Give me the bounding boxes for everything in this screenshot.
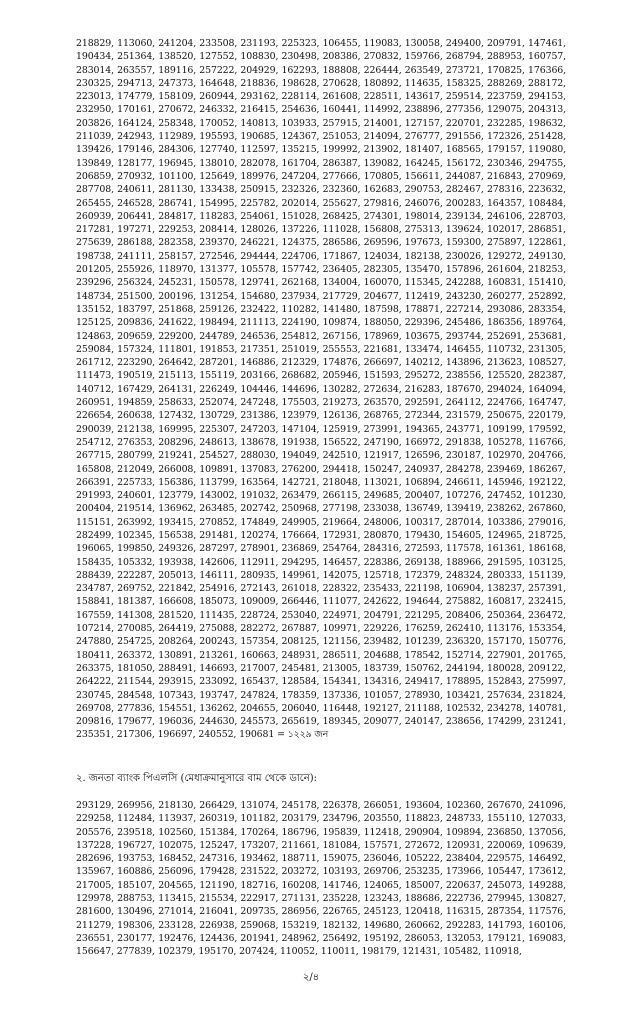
section1-roll-numbers: 218829, 113060, 241204, 233508, 231193, 225323, 106455, 119083, 130058, 249400, 209791, 147461, 190434, 251364, 138520, 127552, 108830, 230498, 208386, 270832, 159766, 268794, 288953, 160757, 283014, 263557, 189116, 257222, 204929, 162293, 188808, 226444, 263549, 273721, 170825, 176366, 230325, 294713, 247373, 164648, 218836, 198628, 270628, 180892, 114635, 158325, 288269, 288172, 223013, 174779, 158109, 260944, 293162, 228114, 261608, 228511, 143617, 259514, 223759, 294153, 232950, 170161, 270672, 246332, 216415, 254636, 160441, 114992, 238896, 277356, 129075, 204313, 203826, 164124, 258348, 170052, 140813, 103933, 257915, 214001, 127157, 220701, 232285, 198632, 211039, 242943, 112989, 195593, 190685, 124367, 251053, 214094, 276777, 291556, 172326, 251428, 139426, 179146, 284306, 127740, 112597, 135215, 199992, 213902, 181407, 168565, 179157, 119080, 139849, 128177, 196945, 138010, 282078, 161704, 286387, 139082, 164245, 156172, 230346, 294755, 206859, 270932, 101100, 125649, 189976, 247204, 277666, 170805, 156611, 244087, 216843, 270969, 287708, 240611, 281130, 133438, 250915, 232326, 232360, 162683, 290753, 282467, 278316, 223632, 265455, 246528, 286741, 154995, 225782, 202014, 255627, 279816, 246076, 200283, 164357, 108484, 260939, 206441, 284817, 118283, 254061, 151028, 268425, 274301, 198014, 239134, 246106, 228703, 217281, 197271, 229253, 208414, 128026, 137226, 111028, 156808, 275313, 139624, 102017, 286851, 275639, 286188, 282358, 239370, 246221, 124375, 286586, 269596, 197673, 159300, 275897, 122861, 198738, 241111, 258157, 272546, 294444, 224706, 171867, 124034, 182138, 230026, 129272, 249130, 201205, 255926, 118970, 131377, 105578, 157742, 236405, 282305, 135470, 157896, 261604, 218253, 239296, 256324, 245231, 150578, 129741, 262168, 134004, 160070, 115345, 242288, 160831, 151410, 148734, 251500, 200196, 131254, 154680, 237934, 217729, 204677, 112419, 243230, 260277, 252892, 135152, 183797, 251868, 259126, 232422, 110282, 141480, 187598, 178871, 227214, 293086, 283354, 125125, 209836, 241622, 198494, 211113, 224190, 109874, 188050, 229396, 245486, 186356, 189764, 124863, 209659, 229200, 244789, 246536, 254812, 267156, 178969, 103675, 293744, 252691, 253681, 259084, 157324, 111801, 191853, 217351, 251019, 255553, 221681, 133474, 146455, 110732, 231305, 261712, 223290, 264642, 287201, 146886, 212329, 174876, 266697, 140212, 143896, 213623, 108527, 111473, 190519, 215113, 155119, 203166, 268682, 205946, 151593, 295272, 238556, 125520, 282387, 140712, 167429, 264131, 226249, 104446, 144696, 130282, 272634, 216283, 187670, 294024, 164094, 260951, 194859, 258633, 252074, 247248, 175503, 219273, 263570, 292591, 264112, 224766, 164747, 226654, 260638, 127432, 130729, 231386, 123979, 126136, 268765, 272344, 231579, 250675, 220179, 290039, 212138, 169995, 225307, 247203, 147104, 125919, 273991, 194365, 243771, 109199, 179592, 254712, 276353, 208296, 248613, 138678, 191938, 156522, 247190, 166972, 291838, 105278, 116766, 267715, 280799, 219241, 254527, 288030, 194049, 242510, 121917, 126596, 230187, 102970, 204766, 165808, 212049, 266008, 109891, 137083, 276200, 294418, 150247, 240937, 284278, 239469, 186267, 266391, 225733, 156386, 113799, 163564, 142721, 218048, 113021, 106894, 246611, 145946, 192122, 291993, 240601, 123779, 143002, 191032, 263479, 266115, 249685, 200407, 107276, 247452, 101230, 200404, 219514, 136962, 263485, 202742, 250968, 277198, 233038, 136749, 139419, 238262, 267860, 115151, 263992, 193415, 270852, 174849, 249905, 219664, 248006, 100317, 287014, 103386, 279016, 282499, 102345, 156538, 291481, 120274, 176664, 172931, 280870, 179430, 154605, 124965, 218725, 196065, 199850, 249326, 287297, 278901, 236869, 254764, 284316, 272593, 117578, 161361, 186168, 158435, 105332, 193938, 142606, 112911, 294295, 146457, 228386, 269138, 188966, 291595, 103125, 288439, 222287, 205013, 146111, 280935, 149961, 142075, 125718, 172379, 248324, 280333, 151139, 234787, 269752, 221842, 254916, 272143, 261018, 228322, 235433, 221198, 106904, 138237, 257391, 158841, 181387, 166608, 185073, 109009, 266446, 111077, 242622, 194644, 275882, 160817, 232415, 167559, 141308, 281520, 111435, 228724, 253040, 224971, 204791, 221295, 208406, 250364, 236472, 107214, 270085, 264419, 275088, 282272, 267887, 109971, 229226, 176259, 262410, 113176, 153354, 247880, 254725, 208264, 200243, 157354, 208125, 121156, 239482, 101239, 236320, 157170, 150776, 180411, 263372, 130891, 213261, 160663, 248931, 286511, 204688, 178542, 152714, 227901, 201765, 263375, 181050, 288491, 146693, 217007, 245481, 213005, 183739, 150762, 244194, 180028, 209122, 264222, 211544, 293915, 233092, 165437, 128584, 154341, 134316, 249417, 178895, 152843, 275997, 230745, 284548, 107343, 193747, 247824, 178359, 137336, 101057, 278930, 103421, 257634, 231824, 269708, 277836, 154551, 136262, 204655, 206040, 116448, 192127, 211188, 102532, 234278, 140781, 209816, 179677, 196036, 244630, 245573, 265619, 189345, 209077, 240147, 238656, 174299, 231241, 235351, 217306, 196697, 240552, 190681 = ১২২৯ জন [76,38,566,741]
section2-heading: ২. জনতা ব্যাংক পিএলসি (মেধাক্রমানুসারে বাম থেকে ডানে): [76,773,317,784]
page-number: ২/৪ [302,972,320,983]
section2-roll-numbers: 293129, 269956, 218130, 266429, 131074, 245178, 226378, 266051, 193604, 102360, 267670, 241096, 229258, 112484, 113937, 260319, 101182, 203179, 234796, 203550, 118823, 248733, 155110, 127033, 205576, 239518, 102560, 151384, 170264, 186796, 195839, 112418, 290904, 109894, 236850, 137056, 137228, 196727, 102075, 125247, 173207, 211661, 181084, 157571, 272672, 120931, 220069, 109639, 282696, 193753, 168452, 247316, 193462, 188711, 159075, 236046, 105222, 238404, 229575, 146492, 135967, 160886, 256096, 179428, 231522, 203272, 103193, 269706, 253235, 173966, 105447, 173612, 217005, 185107, 204565, 121190, 182716, 160208, 141746, 124065, 185007, 220637, 245073, 149288, 129978, 288753, 113415, 215534, 222917, 271131, 235228, 123243, 188686, 222736, 279945, 130827, 281600, 130496, 271014, 216041, 209735, 286956, 226765, 245123, 120418, 116315, 287354, 117576, 211279, 198306, 233128, 226938, 259068, 153219, 182132, 149680, 260662, 292283, 141793, 160106, 236551, 230177, 192476, 124436, 201941, 248962, 256492, 195192, 286053, 132053, 179121, 169083, 156647, 277839, 102379, 195170, 207424, 110052, 110011, 198179, 121431, 105482, 110918, [76,800,566,958]
